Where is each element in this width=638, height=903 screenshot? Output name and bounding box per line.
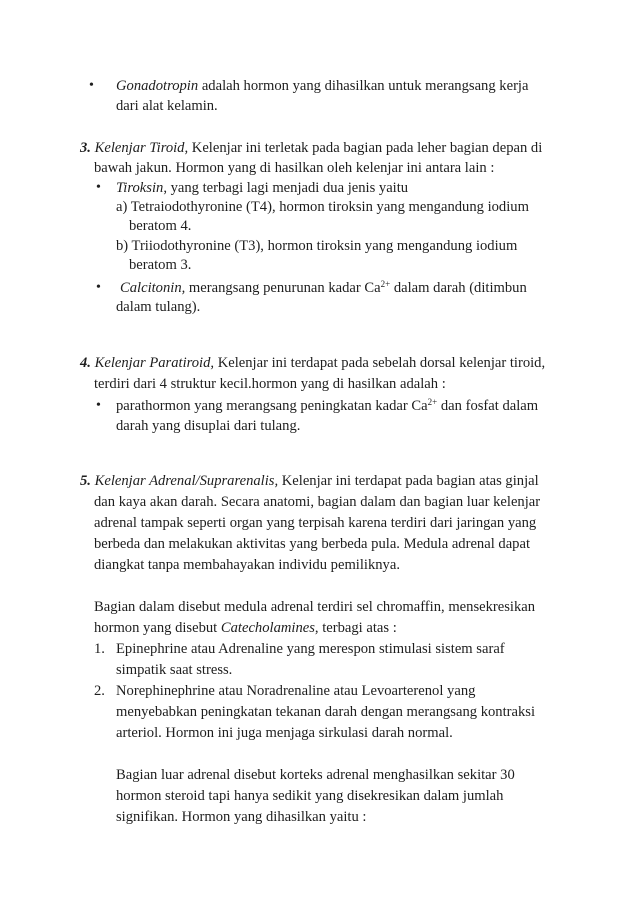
bullet-marker: •	[96, 180, 101, 195]
section-5-line2: dan kaya akan darah. Secara anatomi, bagian dalam dan bagian luar kelenjar	[94, 494, 541, 510]
t4-line1: a) Tetraiodothyronine (T4), hormon tiroksin yang mengandung iodium	[116, 199, 529, 215]
section-5-heading	[80, 472, 539, 490]
norephinephrine-line2: menyebabkan peningkatan tekanan darah dengan merangsang kontraksi	[116, 704, 536, 720]
term-gonadotropin: Gonadotropin	[116, 78, 199, 94]
section-5-number: 5.	[80, 473, 91, 489]
bullet-marker: •	[96, 398, 101, 413]
korteks-paragraph-line2: hormon steroid tapi hanya sedikit yang disekresikan dalam jumlah	[116, 788, 504, 804]
medula-text-post: , terbagi atas :	[314, 620, 397, 636]
text-parathormon-pre: parathormon yang merangsang peningkatan kadar Ca	[116, 398, 428, 414]
calcitonin-cont: dalam tulang).	[116, 299, 201, 315]
ca-superscript: 2+	[427, 397, 438, 407]
t3-line2: beratom 3.	[129, 257, 192, 273]
section-5-line1: Kelenjar ini terdapat pada bagian atas ginjal	[278, 473, 539, 489]
bullet-marker: •	[89, 78, 94, 93]
medula-text-pre: hormon yang disebut	[94, 620, 221, 636]
epinephrine-line1: Epinephrine atau Adrenaline yang merespon stimulasi sistem saraf	[116, 641, 505, 657]
section-5-title: Kelenjar Adrenal/Suprarenalis,	[94, 473, 279, 489]
section-4-line1: Kelenjar ini terdapat pada sebelah dorsal kelenjar tiroid,	[214, 355, 546, 371]
ca-superscript: 2+	[380, 279, 391, 289]
korteks-paragraph-line3: signifikan. Hormon yang dihasilkan yaitu :	[116, 809, 367, 825]
epinephrine-line2: simpatik saat stress.	[116, 662, 233, 678]
bullet-marker: •	[96, 280, 101, 295]
section-5-line5: diangkat tanpa membahayakan individu pemiliknya.	[94, 557, 400, 573]
section-3-number: 3.	[80, 140, 91, 156]
text-calcitonin-post: dalam darah (ditimbun	[390, 280, 527, 296]
t4-line2: beratom 4.	[129, 218, 192, 234]
section-4-line2: terdiri dari 4 struktur kecil.hormon yang di hasilkan adalah :	[94, 376, 446, 392]
gonadotropin-cont: dari alat kelamin.	[116, 98, 218, 114]
gonadotropin-line	[116, 77, 528, 95]
term-calcitonin: Calcitonin,	[120, 280, 186, 296]
section-5-line3: adrenal tampak seperti organ yang terpisah karena terdiri dari jaringan yang	[94, 515, 537, 531]
text-tiroksin: , yang terbagi lagi menjadi dua jenis yaitu	[163, 180, 409, 196]
medula-paragraph-line2	[94, 619, 397, 637]
section-3-heading	[80, 139, 542, 157]
section-4-title: Kelenjar Paratiroid,	[94, 355, 215, 371]
section-4-heading	[80, 354, 545, 372]
text-parathormon-post: dan fosfat dalam	[437, 398, 539, 414]
text-gonadotropin: adalah hormon yang dihasilkan untuk merangsang kerja	[198, 78, 529, 94]
list-number-1: 1.	[94, 641, 105, 657]
term-tiroksin: Tiroksin	[116, 180, 164, 196]
t3-line1: b) Triiodothyronine (T3), hormon tiroksin yang mengandung iodium	[116, 238, 518, 254]
text-calcitonin-pre: merangsang penurunan kadar Ca	[185, 280, 381, 296]
term-catecholamines: Catecholamines	[220, 620, 315, 636]
norephinephrine-line1: Norephinephrine atau Noradrenaline atau Levoarterenol yang	[116, 683, 476, 699]
section-3-title: Kelenjar Tiroid,	[94, 140, 189, 156]
section-4-number: 4.	[80, 355, 91, 371]
korteks-paragraph-line1: Bagian luar adrenal disebut korteks adrenal menghasilkan sekitar 30	[116, 767, 515, 783]
list-number-2: 2.	[94, 683, 105, 699]
parathormon-cont: darah yang disuplai dari tulang.	[116, 418, 301, 434]
norephinephrine-line3: arteriol. Hormon ini juga menjaga sirkulasi darah normal.	[116, 725, 453, 741]
parathormon-line	[116, 397, 538, 415]
section-3-line2: bawah jakun. Hormon yang di hasilkan oleh kelenjar ini antara lain :	[94, 160, 495, 176]
tiroksin-line	[116, 179, 408, 197]
section-3-line1: Kelenjar ini terletak pada bagian pada leher bagian depan di	[188, 140, 543, 156]
section-5-line4: berbeda dan melakukan aktivitas yang berbeda pula. Medula adrenal dapat	[94, 536, 531, 552]
medula-paragraph-line1: Bagian dalam disebut medula adrenal terdiri sel chromaffin, mensekresikan	[94, 599, 536, 615]
calcitonin-line	[120, 279, 527, 297]
